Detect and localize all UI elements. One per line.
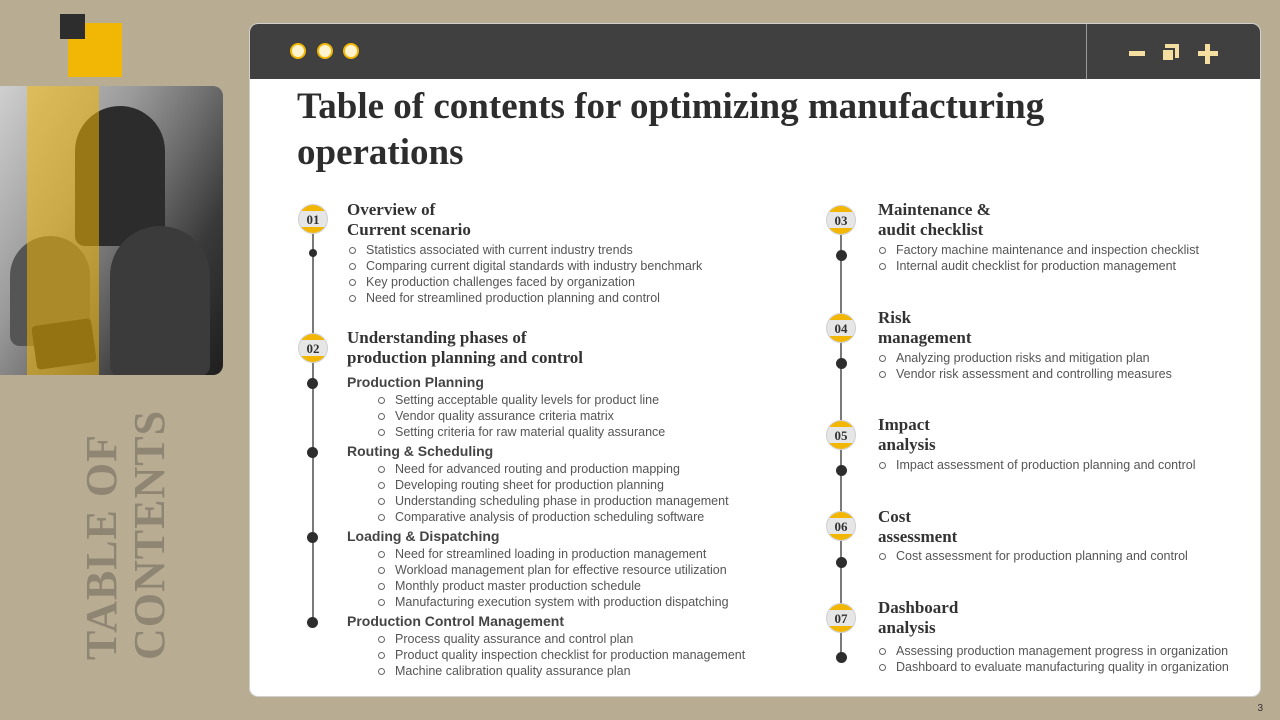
- list-item: Setting criteria for raw material quality assurance: [377, 424, 665, 440]
- list-item: Machine calibration quality assurance plan: [377, 663, 745, 679]
- list-item: Monthly product master production schedule: [377, 578, 729, 594]
- subsection-title: Production Control Management: [347, 613, 564, 629]
- section-number-badge: 02: [298, 333, 328, 363]
- photo-yellow-band: [27, 86, 99, 375]
- section-items: [878, 548, 1188, 564]
- section-number-badge: 03: [826, 205, 856, 235]
- timeline-dot: [836, 358, 847, 369]
- list-item: Impact assessment of production planning and control: [878, 457, 1195, 473]
- section-items: [878, 242, 1199, 274]
- section-items: [348, 242, 702, 306]
- list-item: Cost assessment for production planning and control: [878, 548, 1188, 564]
- list-item: Internal audit checklist for production management: [878, 258, 1199, 274]
- list-item: Need for advanced routing and production mapping: [377, 461, 729, 477]
- content-window: [249, 23, 1261, 697]
- window-dot: [317, 43, 333, 59]
- side-title-line1: TABLE OF: [77, 433, 126, 660]
- timeline-dot: [309, 249, 317, 257]
- timeline-dot: [307, 617, 318, 628]
- decor-dark-square: [60, 14, 85, 39]
- list-item: Need for streamlined loading in production management: [377, 546, 729, 562]
- list-item: Product quality inspection checklist for production management: [377, 647, 745, 663]
- timeline-dot: [307, 378, 318, 389]
- list-item: Dashboard to evaluate manufacturing quality in organization: [878, 659, 1229, 675]
- list-item: Key production challenges faced by organization: [348, 274, 702, 290]
- window-dot: [290, 43, 306, 59]
- photo-person: [110, 226, 210, 375]
- list-item: Setting acceptable quality levels for product line: [377, 392, 665, 408]
- page-title-bold: Table of contents: [297, 86, 565, 127]
- section-number-badge: 05: [826, 420, 856, 450]
- list-item: Statistics associated with current industry trends: [348, 242, 702, 258]
- list-item: Understanding scheduling phase in production management: [377, 493, 729, 509]
- page-number: 3: [1257, 703, 1263, 714]
- timeline-dot: [836, 557, 847, 568]
- section-number-badge: 07: [826, 603, 856, 633]
- section-title: Risk management: [878, 308, 972, 347]
- section-title: Maintenance & audit checklist: [878, 200, 991, 239]
- titlebar-divider: [1086, 24, 1087, 79]
- team-photo: [0, 86, 223, 375]
- side-title-line2: CONTENTS: [125, 409, 174, 660]
- list-item: Vendor risk assessment and controlling measures: [878, 366, 1172, 382]
- section-items: [878, 457, 1195, 473]
- list-item: Comparative analysis of production scheduling software: [377, 509, 729, 525]
- page-title-rest: for optimizing manufacturing operations: [297, 86, 1045, 173]
- list-item: Analyzing production risks and mitigation plan: [878, 350, 1172, 366]
- subsection-title: Production Planning: [347, 374, 484, 390]
- list-item: Manufacturing execution system with production dispatching: [377, 594, 729, 610]
- timeline-dot: [307, 447, 318, 458]
- section-title: Impact analysis: [878, 415, 936, 454]
- minimize-icon[interactable]: [1127, 42, 1149, 64]
- timeline-dot: [836, 250, 847, 261]
- list-item: Vendor quality assurance criteria matrix: [377, 408, 665, 424]
- subsection-items: [377, 546, 729, 610]
- section-title: Understanding phases of production planning and control: [347, 328, 584, 367]
- subsection-items: [377, 461, 729, 525]
- subsection-title: Routing & Scheduling: [347, 443, 494, 459]
- list-item: Process quality assurance and control plan: [377, 631, 745, 647]
- side-title: [78, 410, 174, 660]
- section-title: Overview of Current scenario: [347, 200, 471, 239]
- page-title: [297, 84, 1197, 176]
- window-titlebar: [250, 24, 1260, 79]
- section-title: Dashboard analysis: [878, 598, 959, 637]
- maximize-icon[interactable]: [1197, 42, 1219, 64]
- subsection-items: [377, 392, 665, 440]
- subsection-items: [377, 631, 745, 679]
- list-item: Assessing production management progress in organization: [878, 643, 1229, 659]
- list-item: Developing routing sheet for production planning: [377, 477, 729, 493]
- section-items: [878, 643, 1229, 675]
- section-number-badge: 04: [826, 313, 856, 343]
- list-item: Need for streamlined production planning and control: [348, 290, 702, 306]
- timeline-line-left: [312, 219, 314, 624]
- window-dot: [343, 43, 359, 59]
- timeline-dot: [836, 465, 847, 476]
- list-item: Workload management plan for effective resource utilization: [377, 562, 729, 578]
- timeline-dot: [836, 652, 847, 663]
- list-item: Comparing current digital standards with industry benchmark: [348, 258, 702, 274]
- restore-icon[interactable]: [1159, 42, 1181, 64]
- timeline-dot: [307, 532, 318, 543]
- section-title: Cost assessment: [878, 507, 958, 546]
- list-item: Factory machine maintenance and inspection checklist: [878, 242, 1199, 258]
- section-number-badge: 01: [298, 204, 328, 234]
- section-items: [878, 350, 1172, 382]
- subsection-title: Loading & Dispatching: [347, 528, 500, 544]
- section-number-badge: 06: [826, 511, 856, 541]
